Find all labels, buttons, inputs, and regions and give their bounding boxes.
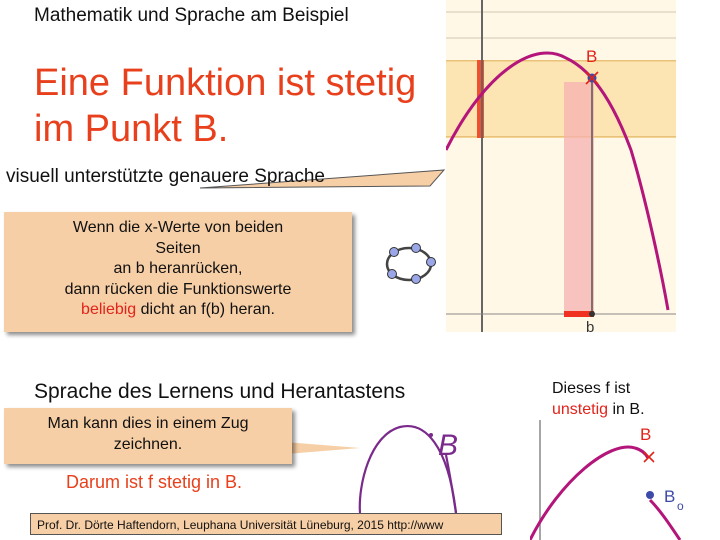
left-curve-piece (530, 447, 648, 540)
definition-line-3: an b heranrücken, (113, 260, 243, 277)
axis-label-b: b (586, 319, 595, 332)
definition-line-5-rest: dicht an f(b) heran. (136, 301, 275, 318)
right-curve-piece (650, 500, 680, 540)
discontinuity-note (552, 378, 702, 420)
label-b-bottom: B (640, 425, 652, 444)
page-title: Eine Funktion ist stetig im Punkt B. (34, 62, 417, 150)
draw-line-1: Man kann dies in einem Zug (47, 415, 249, 432)
note-line-2 (552, 399, 702, 420)
graph-background (446, 0, 676, 332)
point-label-b: B (586, 47, 598, 66)
continuity-graph (446, 0, 676, 332)
handwritten-label-b: B (438, 429, 459, 462)
point-bo (646, 491, 654, 499)
discontinuity-graph (530, 420, 720, 540)
lead-text: visuell unterstützte genauere Sprache (6, 166, 325, 187)
draw-callout (4, 408, 292, 464)
note-rest: in B. (608, 401, 645, 418)
definition-line-5 (4, 300, 352, 321)
label-bo-subscript: o (677, 499, 684, 513)
note-line-1: Dieses f ist (552, 380, 631, 397)
definition-highlight: beliebig (81, 301, 137, 318)
geogebra-icon (380, 238, 440, 288)
definition-callout (4, 212, 352, 332)
definition-line-4: dann rücken die Funktionswerte (64, 280, 292, 298)
subtitle: Mathematik und Sprache am Beispiel (34, 5, 349, 26)
footer-credit: Prof. Dr. Dörte Haftendorn, Leuphana Universität Lüneburg, 2015 http://www (30, 513, 502, 535)
conclusion-text: Darum ist f stetig in B. (66, 472, 243, 492)
note-highlight: unstetig (552, 401, 609, 418)
definition-line-1: Wenn die x-Werte von beiden (72, 219, 284, 236)
definition-line-2: Seiten (155, 239, 201, 257)
draw-line-2: zeichnen. (113, 436, 183, 453)
handwritten-sketch (330, 405, 510, 515)
x-band (564, 82, 594, 314)
section-heading: Sprache des Lernens und Herantastens (34, 380, 406, 403)
label-bo: B (664, 487, 676, 506)
